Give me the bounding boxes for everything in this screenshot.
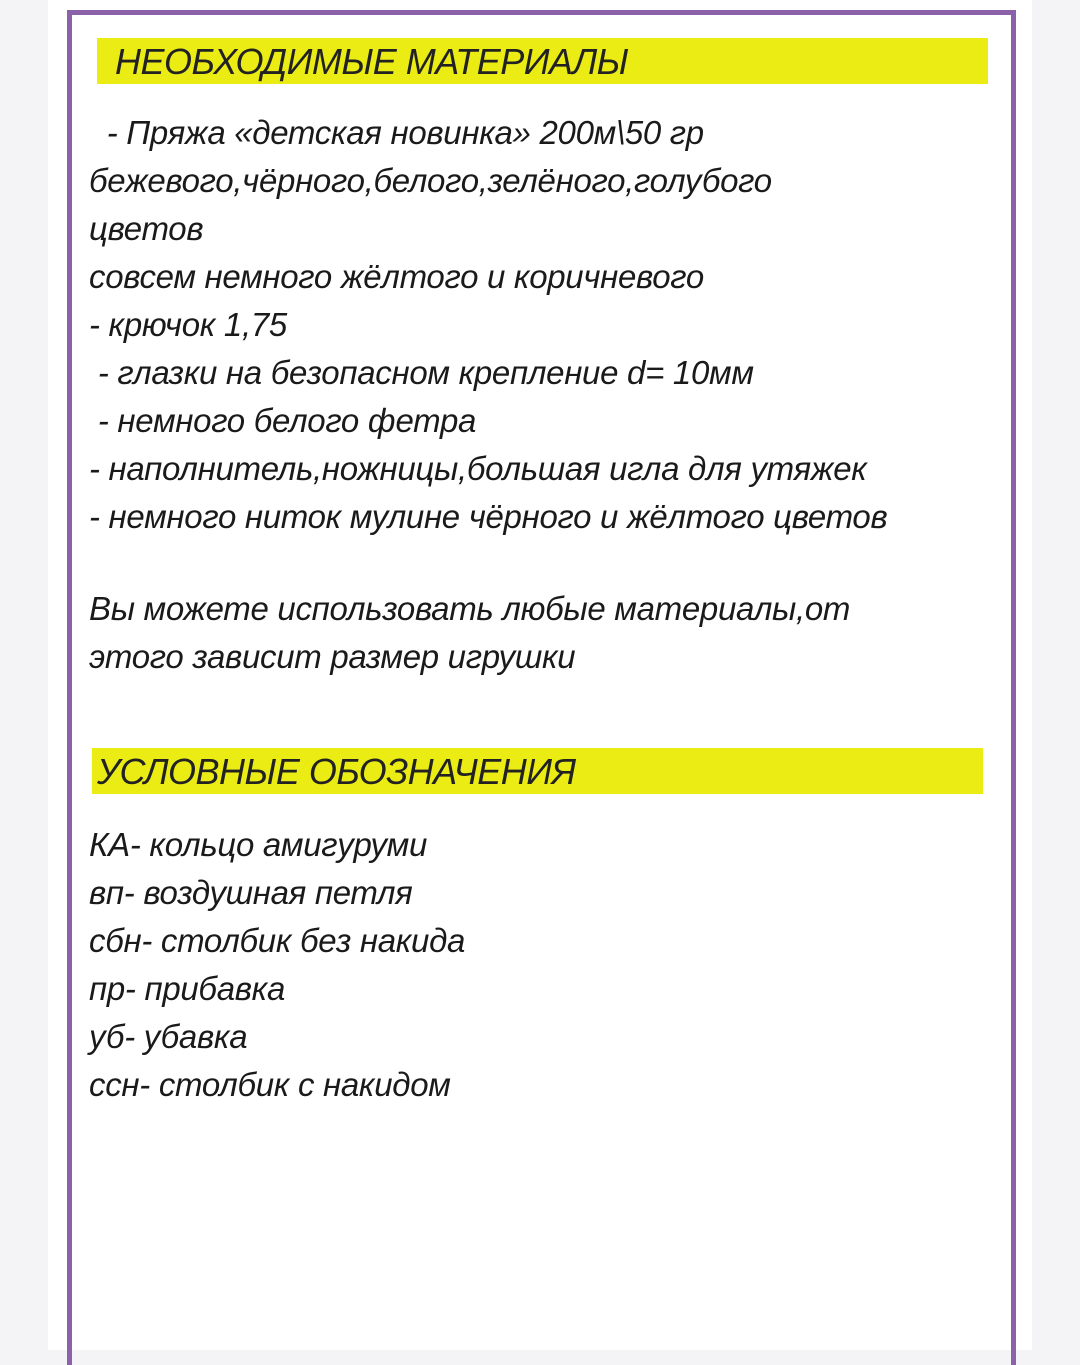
materials-line: - Пряжа «детская новинка» 200м\50 гр [89, 114, 704, 151]
legend-item: пр- прибавка [89, 970, 286, 1007]
legend-item: сбн- столбик без накида [89, 922, 466, 959]
materials-heading-bar [97, 38, 988, 84]
materials-heading: НЕОБХОДИМЫЕ МАТЕРИАЛЫ [115, 41, 629, 82]
note-line: Вы можете использовать любые материалы,от [89, 590, 851, 627]
legend-item: уб- убавка [89, 1018, 248, 1055]
legend-heading: УСЛОВНЫЕ ОБОЗНАЧЕНИЯ [97, 751, 576, 792]
materials-line: цветов [89, 210, 204, 247]
legend-item: вп- воздушная петля [89, 874, 413, 911]
materials-line: - немного белого фетра [89, 402, 477, 439]
legend-item: КА- кольцо амигуруми [89, 826, 428, 863]
materials-line: - крючок 1,75 [89, 306, 287, 343]
materials-line: - немного ниток мулине чёрного и жёлтого цветов [89, 498, 888, 535]
materials-line: совсем немного жёлтого и коричневого [89, 258, 704, 295]
materials-line: - наполнитель,ножницы,большая игла для утяжек [89, 450, 867, 487]
materials-list [89, 109, 887, 541]
legend-heading-bar [92, 748, 983, 794]
legend-list [89, 821, 465, 1109]
content-frame [67, 10, 1016, 1365]
materials-note [89, 585, 850, 681]
legend-item: ссн- столбик с накидом [89, 1066, 451, 1103]
materials-line: - глазки на безопасном крепление d= 10мм [89, 354, 754, 391]
materials-line: бежевого,чёрного,белого,зелёного,голубого [89, 162, 772, 199]
note-line: этого зависит размер игрушки [89, 638, 576, 675]
